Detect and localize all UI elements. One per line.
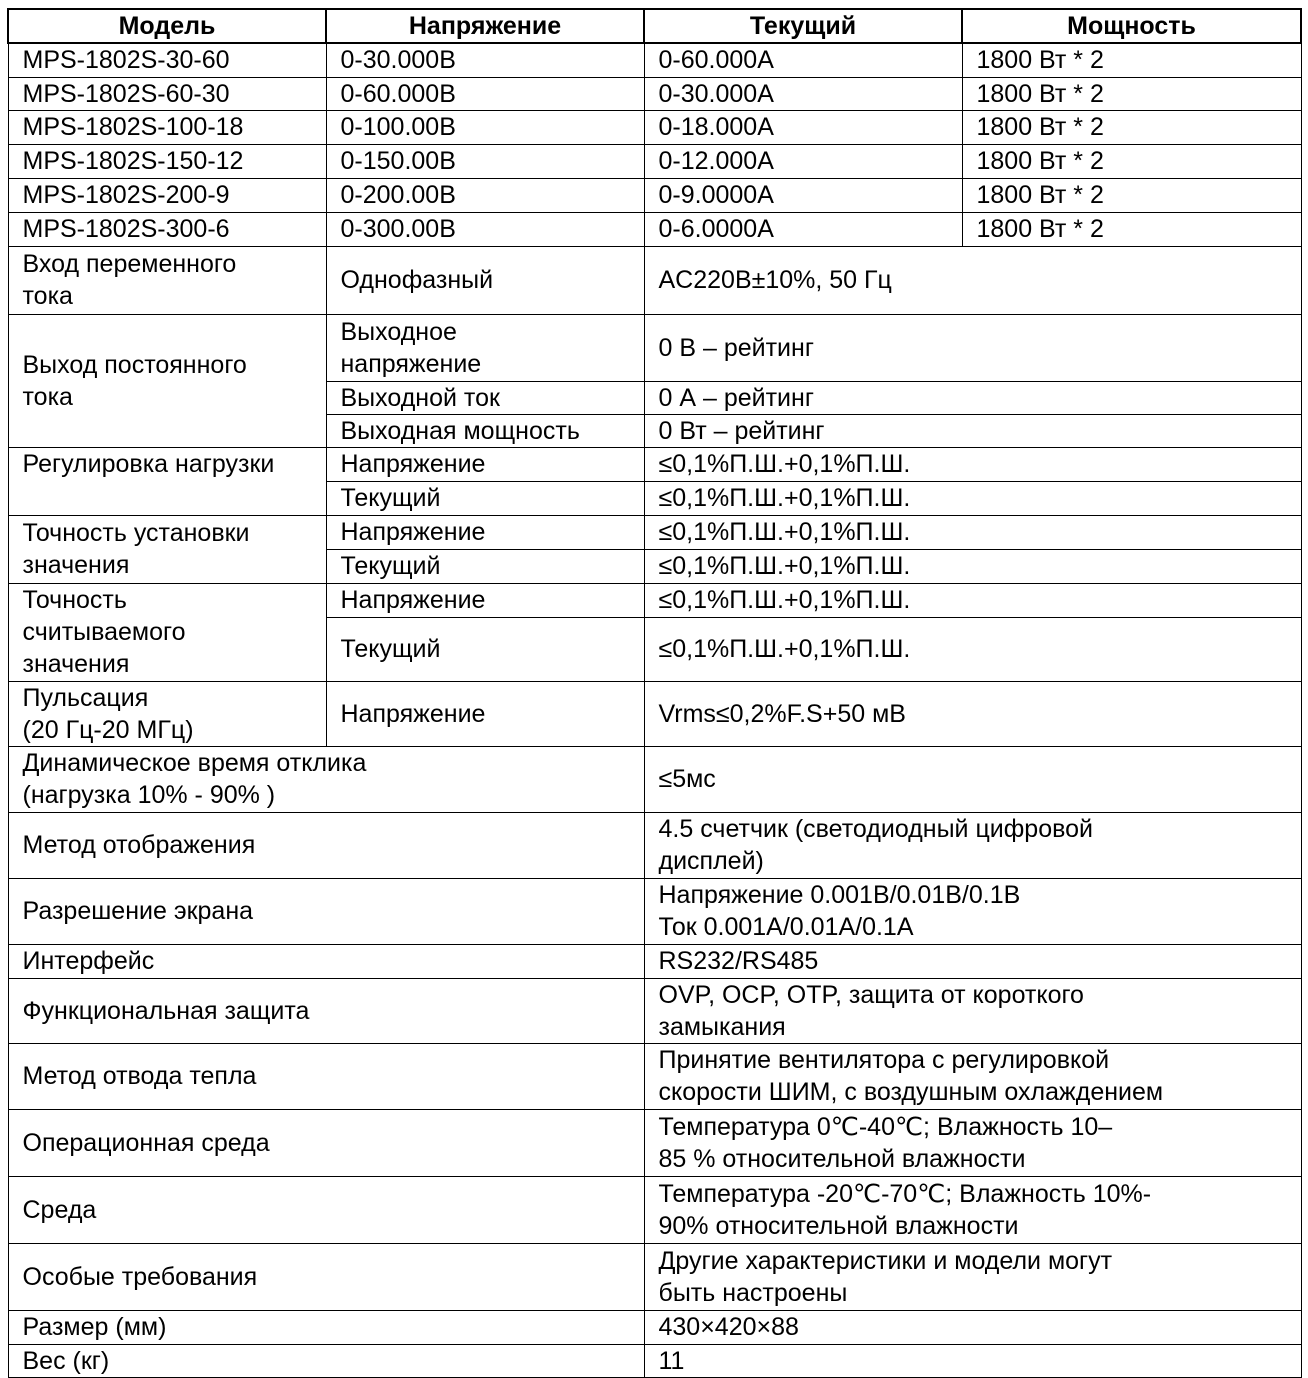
spec-label: Интерфейс <box>8 944 644 978</box>
header-current: Текущий <box>644 9 962 43</box>
spec-label: Динамическое время отклика (нагрузка 10% - 90% ) <box>8 746 644 812</box>
dc-output-sub: Выходная мощность <box>326 414 644 447</box>
table-row <box>8 212 1301 246</box>
model-voltage: 0-200.00В <box>326 178 644 212</box>
model-voltage: 0-300.00В <box>326 212 644 246</box>
setting-accuracy-row <box>8 515 1301 549</box>
model-current: 0-9.0000А <box>644 178 962 212</box>
spec-value: Температура -20℃-70℃; Влажность 10%- 90% относительной влажности <box>644 1176 1301 1243</box>
model-power: 1800 Вт * 2 <box>962 110 1301 144</box>
dc-output-value: 0 Вт – рейтинг <box>644 414 1301 447</box>
dc-output-value: 0 В – рейтинг <box>644 314 1301 381</box>
spec-label: Метод отвода тепла <box>8 1043 644 1109</box>
dc-output-label: Выход постоянного тока <box>8 314 326 447</box>
load-regulation-value: ≤0,1%П.Ш.+0,1%П.Ш. <box>644 481 1301 515</box>
ripple-sub: Напряжение <box>326 681 644 746</box>
spec-value: Температура 0℃-40℃; Влажность 10– 85 % относительной влажности <box>644 1109 1301 1176</box>
spec-label: Размер (мм) <box>8 1310 644 1344</box>
dc-output-value: 0 А – рейтинг <box>644 381 1301 414</box>
setting-accuracy-value: ≤0,1%П.Ш.+0,1%П.Ш. <box>644 549 1301 583</box>
model-name: MPS-1802S-30-60 <box>8 43 326 77</box>
table-row <box>8 144 1301 178</box>
readback-accuracy-row <box>8 583 1301 617</box>
readback-accuracy-value: ≤0,1%П.Ш.+0,1%П.Ш. <box>644 583 1301 617</box>
dc-output-row <box>8 314 1301 381</box>
spec-row <box>8 1109 1301 1176</box>
ac-input-sub: Однофазный <box>326 246 644 314</box>
load-regulation-label: Регулировка нагрузки <box>8 447 326 515</box>
spec-row <box>8 944 1301 978</box>
model-name: MPS-1802S-150-12 <box>8 144 326 178</box>
spec-row <box>8 746 1301 812</box>
header-row <box>8 9 1301 43</box>
spec-row <box>8 878 1301 944</box>
model-name: MPS-1802S-60-30 <box>8 77 326 110</box>
spec-value: Напряжение 0.001В/0.01В/0.1В Ток 0.001А/0.01А/0.1А <box>644 878 1301 944</box>
spec-row <box>8 1310 1301 1344</box>
model-power: 1800 Вт * 2 <box>962 144 1301 178</box>
spec-label: Операционная среда <box>8 1109 644 1176</box>
model-voltage: 0-60.000В <box>326 77 644 110</box>
model-power: 1800 Вт * 2 <box>962 178 1301 212</box>
model-current: 0-18.000А <box>644 110 962 144</box>
readback-accuracy-sub: Напряжение <box>326 583 644 617</box>
spec-row <box>8 1176 1301 1243</box>
load-regulation-value: ≤0,1%П.Ш.+0,1%П.Ш. <box>644 447 1301 481</box>
spec-value: 430×420×88 <box>644 1310 1301 1344</box>
load-regulation-sub: Текущий <box>326 481 644 515</box>
load-regulation-row <box>8 447 1301 481</box>
spec-value: Принятие вентилятора с регулировкой скорости ШИМ, с воздушным охлаждением <box>644 1043 1301 1109</box>
model-power: 1800 Вт * 2 <box>962 212 1301 246</box>
dc-output-sub: Выходное напряжение <box>326 314 644 381</box>
model-name: MPS-1802S-100-18 <box>8 110 326 144</box>
model-current: 0-30.000А <box>644 77 962 110</box>
table-row <box>8 77 1301 110</box>
setting-accuracy-label: Точность установки значения <box>8 515 326 583</box>
spec-label: Разрешение экрана <box>8 878 644 944</box>
spec-value: 11 <box>644 1344 1301 1377</box>
model-voltage: 0-30.000В <box>326 43 644 77</box>
model-voltage: 0-100.00В <box>326 110 644 144</box>
model-name: MPS-1802S-200-9 <box>8 178 326 212</box>
ac-input-row <box>8 246 1301 314</box>
spec-value: ≤5мс <box>644 746 1301 812</box>
model-name: MPS-1802S-300-6 <box>8 212 326 246</box>
setting-accuracy-value: ≤0,1%П.Ш.+0,1%П.Ш. <box>644 515 1301 549</box>
spec-value: OVP, OCP, OTP, защита от короткого замыкания <box>644 978 1301 1043</box>
setting-accuracy-sub: Напряжение <box>326 515 644 549</box>
spec-table <box>7 8 1302 1378</box>
model-current: 0-6.0000А <box>644 212 962 246</box>
model-voltage: 0-150.00В <box>326 144 644 178</box>
ripple-value: Vrms≤0,2%F.S+50 мВ <box>644 681 1301 746</box>
spec-row <box>8 1344 1301 1377</box>
readback-accuracy-label: Точность считываемого значения <box>8 583 326 681</box>
spec-row <box>8 1043 1301 1109</box>
table-row <box>8 178 1301 212</box>
model-power: 1800 Вт * 2 <box>962 77 1301 110</box>
model-current: 0-12.000А <box>644 144 962 178</box>
spec-label: Среда <box>8 1176 644 1243</box>
readback-accuracy-sub: Текущий <box>326 617 644 681</box>
header-power: Мощность <box>962 9 1301 43</box>
header-voltage: Напряжение <box>326 9 644 43</box>
spec-row <box>8 812 1301 878</box>
setting-accuracy-sub: Текущий <box>326 549 644 583</box>
load-regulation-sub: Напряжение <box>326 447 644 481</box>
spec-value: Другие характеристики и модели могут быть настроены <box>644 1243 1301 1310</box>
ac-input-label: Вход переменного тока <box>8 246 326 314</box>
spec-label: Функциональная защита <box>8 978 644 1043</box>
readback-accuracy-value: ≤0,1%П.Ш.+0,1%П.Ш. <box>644 617 1301 681</box>
model-current: 0-60.000А <box>644 43 962 77</box>
ac-input-value: AC220В±10%, 50 Гц <box>644 246 1301 314</box>
ripple-row <box>8 681 1301 746</box>
model-power: 1800 Вт * 2 <box>962 43 1301 77</box>
spec-value: 4.5 счетчик (светодиодный цифровой дисплей) <box>644 812 1301 878</box>
spec-row <box>8 978 1301 1043</box>
spec-label: Особые требования <box>8 1243 644 1310</box>
spec-label: Вес (кг) <box>8 1344 644 1377</box>
spec-row <box>8 1243 1301 1310</box>
table-row <box>8 110 1301 144</box>
dc-output-sub: Выходной ток <box>326 381 644 414</box>
spec-value: RS232/RS485 <box>644 944 1301 978</box>
spec-label: Метод отображения <box>8 812 644 878</box>
header-model: Модель <box>8 9 326 43</box>
table-row <box>8 43 1301 77</box>
ripple-label: Пульсация (20 Гц-20 МГц) <box>8 681 326 746</box>
